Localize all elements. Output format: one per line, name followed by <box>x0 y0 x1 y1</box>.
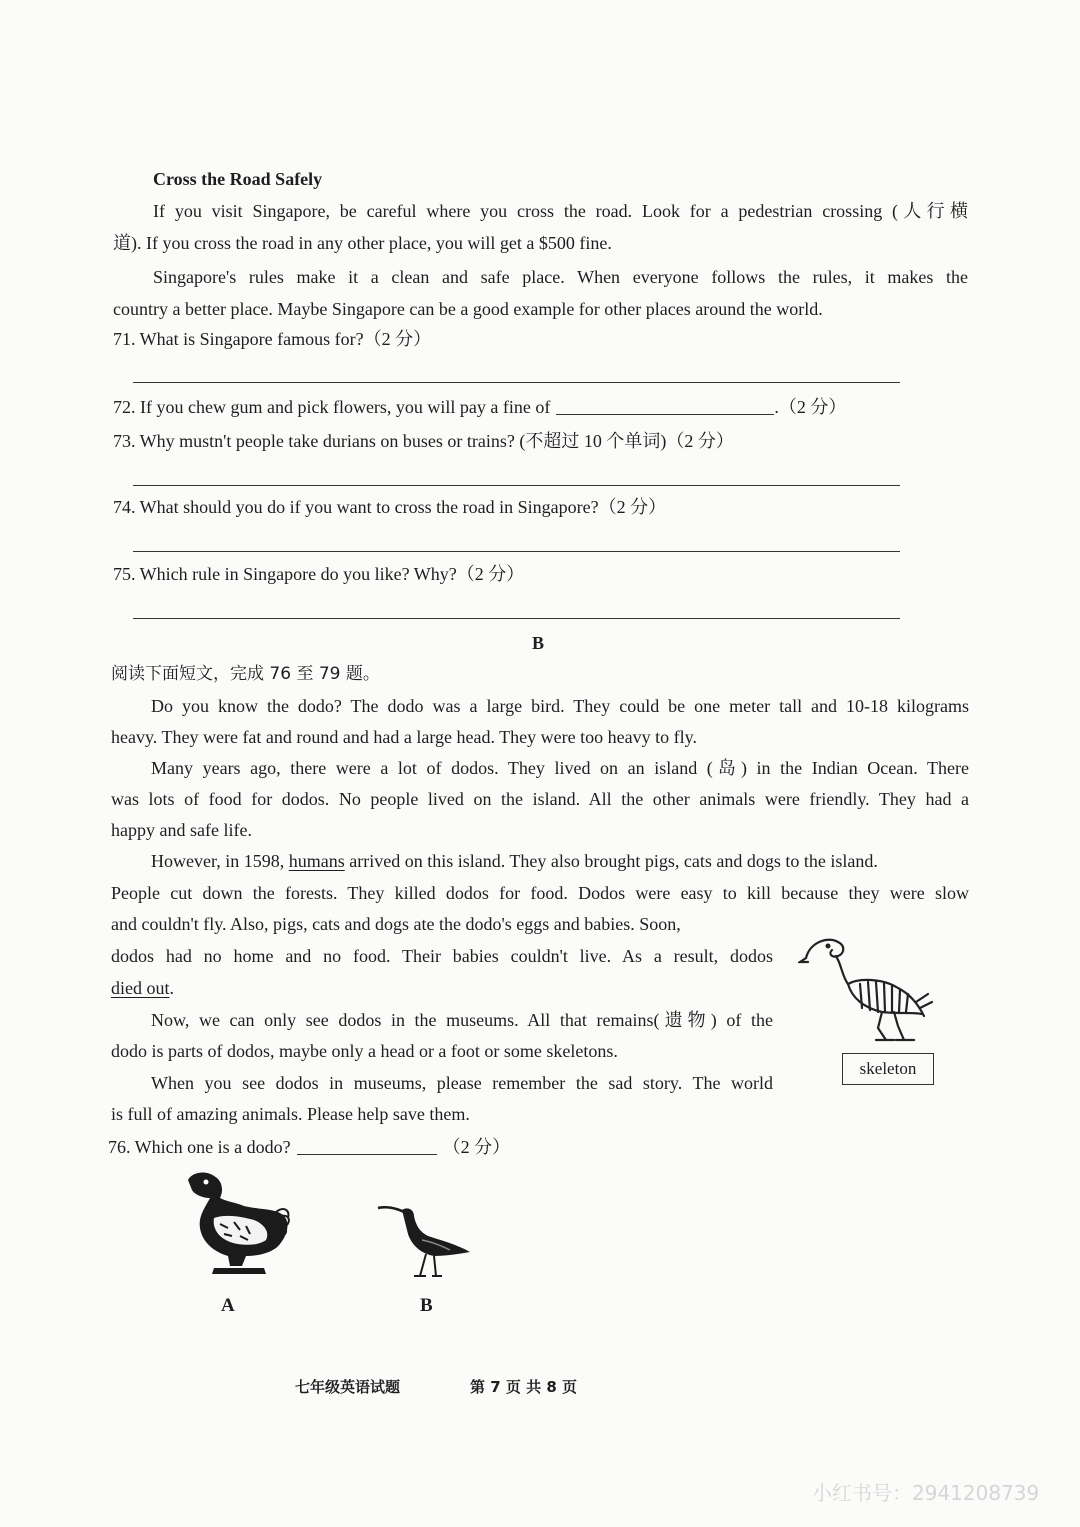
question-73: 73. Why mustn't people take durians on buses or trains? (不超过 10 个单词)（2 分） <box>113 431 734 451</box>
option-a-image[interactable] <box>184 1168 294 1283</box>
question-76 <box>108 1132 510 1163</box>
dodo-p3-line1-b: arrived on this island. They also brought pigs, cats and dogs to the island. <box>349 851 878 871</box>
underlined-humans: humans <box>288 851 345 871</box>
footer-page-number: 第 7 页 共 8 页 <box>470 1378 577 1396</box>
option-b-label[interactable]: B <box>420 1295 433 1316</box>
dodo-p3-line1-a: However, in 1598, <box>151 851 285 871</box>
dodo-p4-line1: Now, we can only see dodos in the museums. All that remains(遗物) of the <box>151 1010 773 1030</box>
question-74: 74. What should you do if you want to cross the road in Singapore?（2 分） <box>113 497 667 517</box>
dodo-p3-line3: and couldn't fly. Also, pigs, cats and dogs ate the dodo's eggs and babies. Soon, <box>111 914 681 934</box>
passage-a-p2-line2: country a better place. Maybe Singapore can be a good example for other places around the world. <box>113 299 823 319</box>
dodo-p1-line1: Do you know the dodo? The dodo was a large bird. They could be one meter tall and 10-18 kilograms <box>151 696 969 716</box>
skeleton-label-box <box>842 1053 934 1085</box>
dodo-skeleton-icon <box>798 928 938 1048</box>
answer-line-74[interactable] <box>133 551 900 552</box>
dodo-p4-line2: dodo is parts of dodos, maybe only a head or a foot or some skeletons. <box>111 1041 618 1061</box>
dodo-p1-line2: heavy. They were fat and round and had a large head. They were too heavy to fly. <box>111 727 697 747</box>
option-a-label[interactable]: A <box>221 1295 235 1316</box>
passage-a-p1-line1: If you visit Singapore, be careful where you cross the road. Look for a pedestrian crossing (人行横 <box>153 201 968 221</box>
dodo-p2-line1: Many years ago, there were a lot of dodos. They lived on an island (岛) in the Indian Ocean. There <box>151 758 969 778</box>
question-72-text: 72. If you chew gum and pick flowers, you will pay a fine of <box>113 397 551 417</box>
answer-blank-72[interactable] <box>556 396 774 415</box>
footer-exam-title: 七年级英语试题 <box>295 1378 401 1396</box>
question-72-score: .（2 分） <box>774 397 847 417</box>
question-75: 75. Which rule in Singapore do you like? Why?（2 分） <box>113 564 525 584</box>
passage-title: Cross the Road Safely <box>153 169 323 189</box>
section-b-heading: B <box>532 633 545 653</box>
dodo-bird-icon <box>184 1168 294 1283</box>
answer-line-71[interactable] <box>133 382 900 383</box>
section-b-instruction: 阅读下面短文，完成 76 至 79 题。 <box>111 664 380 684</box>
question-71: 71. What is Singapore famous for?（2 分） <box>113 329 432 349</box>
answer-blank-76[interactable] <box>297 1136 437 1155</box>
question-72 <box>113 392 846 423</box>
dodo-p5-line2: is full of amazing animals. Please help save them. <box>111 1104 470 1124</box>
option-b-image[interactable] <box>376 1200 474 1282</box>
dodo-p2-line2: was lots of food for dodos. No people lived on the island. All the other animals were friendly. They had a <box>111 789 969 809</box>
question-76-text: 76. Which one is a dodo? <box>108 1137 291 1157</box>
passage-a-p1-line2: 道). If you cross the road in any other place, you will get a $500 fine. <box>113 233 612 253</box>
dodo-p3-line2: People cut down the forests. They killed dodos for food. Dodos were easy to kill because they were slow <box>111 883 969 903</box>
dodo-p3-line1 <box>151 846 878 877</box>
dodo-p3-line4: dodos had no home and no food. Their babies couldn't live. As a result, dodos <box>111 946 773 966</box>
wading-bird-icon <box>376 1200 474 1282</box>
skeleton-label: skeleton <box>859 1059 917 1078</box>
watermark: 小红书号：2941208739 <box>812 1481 1040 1505</box>
question-76-score: （2 分） <box>442 1137 511 1157</box>
answer-line-73[interactable] <box>133 485 900 486</box>
dodo-skeleton-image <box>798 928 938 1048</box>
dodo-p3-line5 <box>111 973 174 1004</box>
passage-a-p2-line1: Singapore's rules make it a clean and safe place. When everyone follows the rules, it makes the <box>153 267 968 287</box>
dodo-p5-line1: When you see dodos in museums, please remember the sad story. The world <box>151 1073 773 1093</box>
answer-line-75[interactable] <box>133 618 900 619</box>
dodo-p3-line5-end: . <box>169 978 174 998</box>
dodo-p2-line3: happy and safe life. <box>111 820 252 840</box>
underlined-died-out: died out <box>111 978 170 998</box>
